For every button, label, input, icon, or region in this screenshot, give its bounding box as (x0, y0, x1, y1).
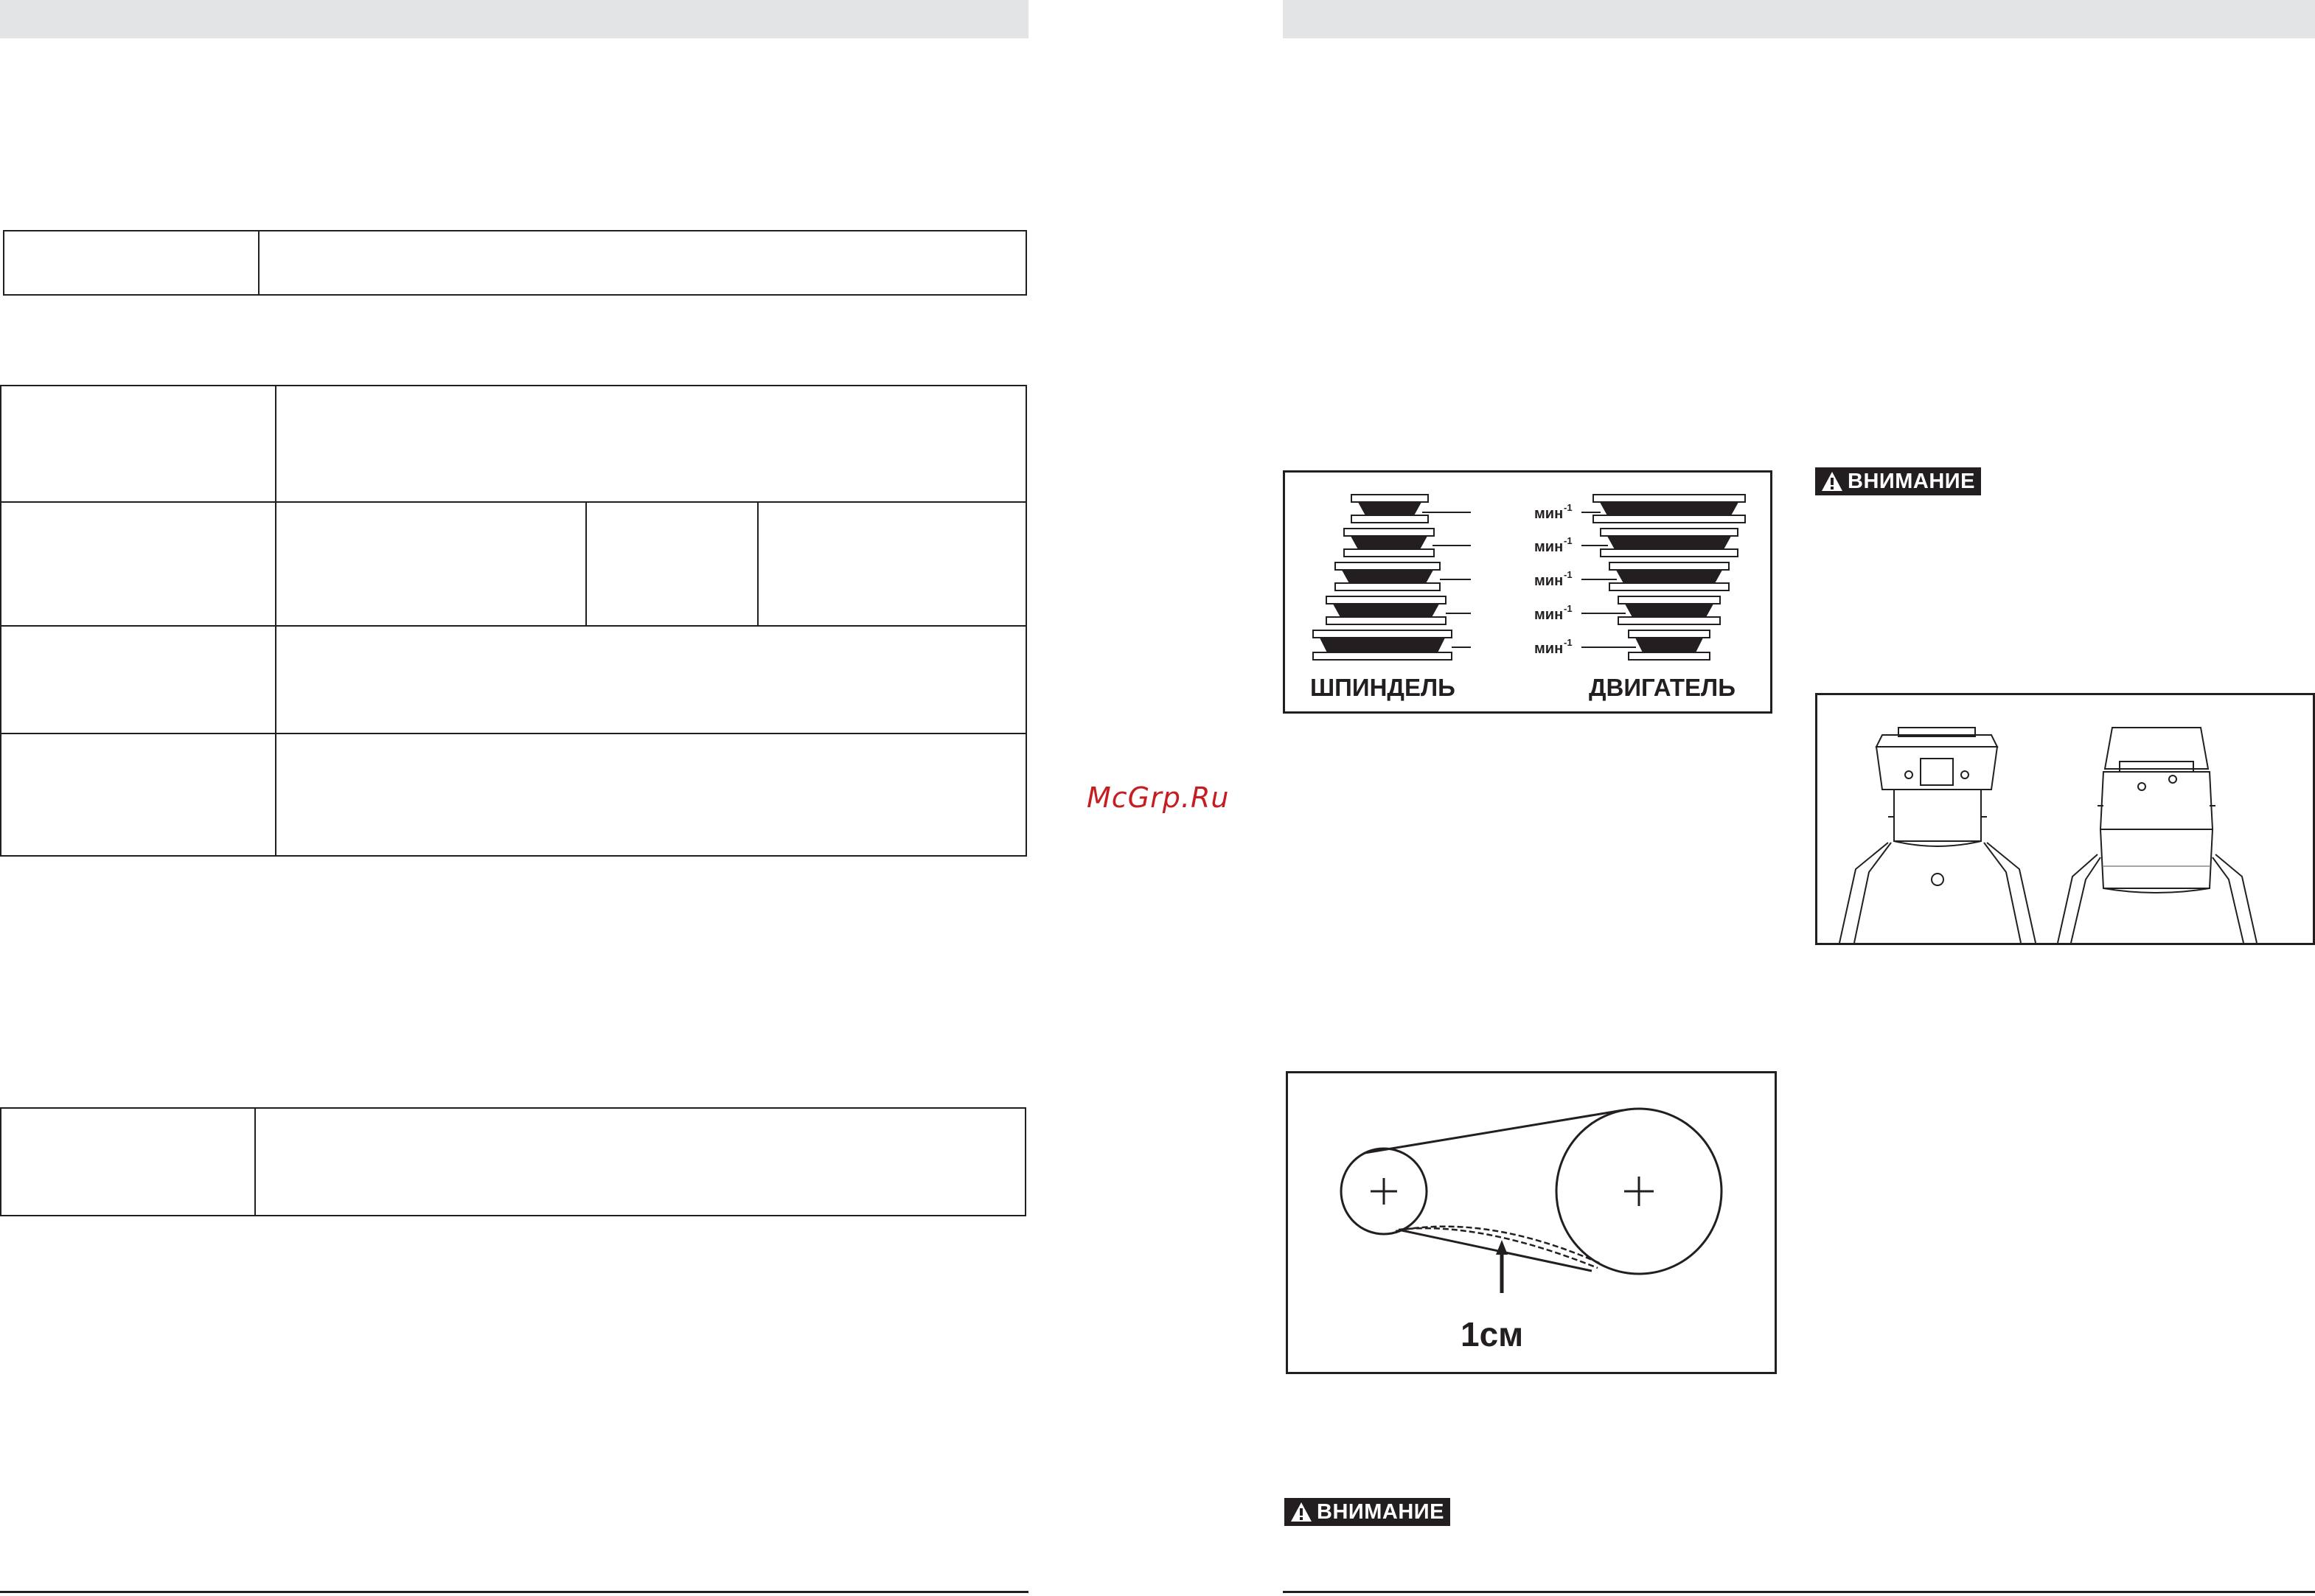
spindle-label: ШПИНДЕЛЬ (1310, 674, 1455, 701)
pulley-speed-diagram (1283, 470, 1772, 714)
motor-housing-icon (1817, 695, 2313, 943)
warning-badge-bottom (1284, 1498, 1450, 1526)
right-page-header-bar (1283, 0, 2315, 38)
deflection-label: 1см (1461, 1315, 1524, 1353)
table-2-row-2-col-3 (757, 501, 1027, 627)
speed-unit-exp: -1 (1564, 535, 1573, 546)
spindle-pulley-stack-icon (1313, 495, 1471, 660)
watermark-text: McGrp.Ru (1087, 781, 1230, 814)
table-2-row-3-value (275, 625, 1027, 734)
speed-unit-label: мин (1534, 641, 1564, 657)
speed-unit-label: мин (1534, 607, 1564, 623)
left-page-bottom-rule (0, 1591, 1028, 1593)
table-1-cell-value (258, 230, 1027, 296)
warning-triangle-icon (1290, 1502, 1312, 1522)
table-2-row-2-col-2 (585, 501, 759, 627)
table-3-cell-label (0, 1107, 256, 1216)
table-2-row-1-label (0, 385, 276, 503)
belt-tension-diagram (1286, 1071, 1777, 1374)
table-2-row-4-value (275, 733, 1027, 857)
table-3 (0, 1107, 1026, 1216)
pulley-stack-svg (1285, 473, 1770, 711)
speed-unit-exp: -1 (1564, 502, 1573, 513)
warning-label: ВНИМАНИЕ (1317, 1499, 1444, 1524)
table-2-row-4-label (0, 733, 276, 857)
speed-unit-label: мин (1534, 506, 1564, 522)
warning-label: ВНИМАНИЕ (1848, 469, 1975, 493)
speed-unit-exp: -1 (1564, 637, 1573, 648)
speed-unit-exp: -1 (1564, 569, 1573, 580)
table-2 (0, 385, 1027, 857)
table-2-row-2-label (0, 501, 276, 627)
warning-badge-top (1815, 467, 1981, 495)
left-page-header-bar (0, 0, 1028, 38)
table-1 (0, 230, 1027, 296)
table-2-row-1-value (275, 385, 1027, 503)
table-1-cell-label (3, 230, 260, 296)
warning-triangle-icon (1821, 471, 1843, 492)
table-2-row-2-col-1 (275, 501, 587, 627)
table-3-cell-value (254, 1107, 1026, 1216)
motor-mount-illustration (1815, 693, 2315, 945)
speed-unit-label: мин (1534, 573, 1564, 589)
speed-unit-exp: -1 (1564, 603, 1573, 614)
motor-label: ДВИГАТЕЛЬ (1589, 674, 1736, 701)
speed-unit-label: мин (1534, 539, 1564, 555)
right-page-bottom-rule (1283, 1591, 2315, 1593)
table-2-row-3-label (0, 625, 276, 734)
motor-pulley-stack-icon (1581, 495, 1745, 660)
speed-unit-labels (1534, 502, 1573, 657)
belt-pulleys-svg (1288, 1073, 1775, 1372)
